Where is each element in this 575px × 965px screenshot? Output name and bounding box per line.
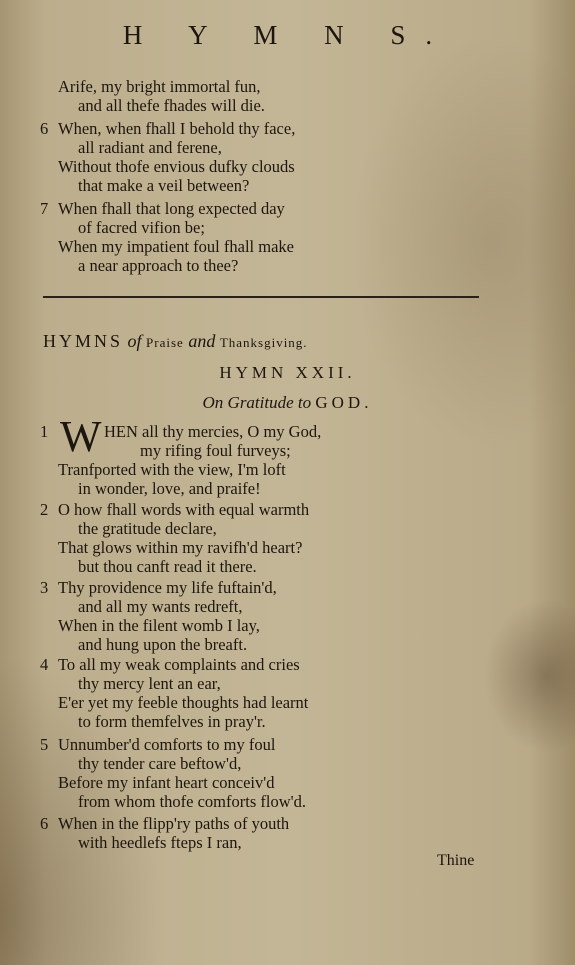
stanza-prev-7 (40, 199, 294, 275)
running-header: H Y M N S. (122, 20, 453, 50)
verse-line: thy tender care beftow'd, (78, 754, 242, 773)
stanza-number: 6 (40, 814, 49, 833)
verse-line: and hung upon the breaft. (78, 635, 248, 654)
verse-line: from whom thofe comforts flow'd. (78, 792, 306, 811)
verse-line: When my impatient foul fhall make (58, 237, 294, 256)
verse-line: That glows within my ravifh'd heart? (58, 538, 303, 557)
verse-line: When, when fhall I behold thy face, (58, 119, 296, 138)
stanza-3 (40, 578, 277, 654)
verse-line: with heedlefs fteps I ran, (78, 833, 242, 852)
verse-line: and all my wants redreft, (78, 597, 243, 616)
verse-line: my rifing foul furveys; (140, 441, 291, 460)
section-word: of (127, 331, 142, 351)
verse-line: When fhall that long expected day (58, 199, 285, 218)
section-word: Thanksgiving. (219, 335, 308, 350)
stanza-5 (40, 735, 306, 811)
section-heading (43, 331, 308, 352)
verse-line: to form themfelves in pray'r. (78, 712, 266, 731)
stanza-number: 4 (40, 655, 49, 674)
verse-line: but thou canft read it there. (78, 557, 257, 576)
section-divider (43, 296, 479, 298)
verse-line: Tranfported with the view, I'm loft (58, 460, 286, 479)
stanza-number: 3 (40, 578, 49, 597)
verse-line: all radiant and ferene, (78, 138, 222, 157)
verse-line: of facred vifion be; (78, 218, 205, 237)
section-word: and (188, 331, 216, 351)
verse-line: To all my weak complaints and cries (58, 655, 300, 674)
verse-line: HEN all thy mercies, O my God, (104, 422, 322, 441)
stanza-number: 7 (40, 199, 49, 218)
stanza-number: 5 (40, 735, 49, 754)
stanza-number: 6 (40, 119, 49, 138)
stanza-6 (40, 814, 289, 852)
verse-line: Thy providence my life fuftain'd, (58, 578, 277, 597)
verse-line: a near approach to thee? (78, 256, 239, 275)
drop-cap: W (60, 412, 102, 461)
verse-line: the gratitude declare, (78, 519, 217, 538)
stanza-prev-5 (40, 77, 265, 115)
stanza-2 (40, 500, 309, 576)
verse-line: and all thefe fhades will die. (78, 96, 265, 115)
hymn-title-text: On Gratitude to (202, 393, 312, 412)
catchword: Thine (437, 852, 475, 869)
hymn-number: HYMN XXII. (219, 363, 356, 382)
verse-line: Unnumber'd comforts to my foul (58, 735, 276, 754)
verse-line: O how fhall words with equal warmth (58, 500, 310, 519)
verse-line: thy mercy lent an ear, (78, 674, 221, 693)
verse-line: in wonder, love, and praife! (78, 479, 261, 498)
verse-line: Arife, my bright immortal fun, (58, 77, 261, 96)
section-word: Praise (146, 335, 184, 350)
section-word: HYMNS (43, 331, 124, 351)
hymn-title (0, 393, 575, 413)
stanza-number: 2 (40, 500, 49, 519)
verse-line: When in the flipp'ry paths of youth (58, 814, 290, 833)
stanza-4 (40, 655, 308, 731)
verse-line: E'er yet my feeble thoughts had learnt (58, 693, 309, 712)
verse-line: Before my infant heart conceiv'd (58, 773, 275, 792)
verse-line: Without thofe envious dufky clouds (58, 157, 295, 176)
verse-line: that make a veil between? (78, 176, 250, 195)
verse-line: When in the filent womb I lay, (58, 616, 260, 635)
hymn-title-god: GOD. (315, 393, 373, 412)
stanza-number: 1 (40, 422, 49, 441)
stanza-prev-6 (40, 119, 295, 195)
